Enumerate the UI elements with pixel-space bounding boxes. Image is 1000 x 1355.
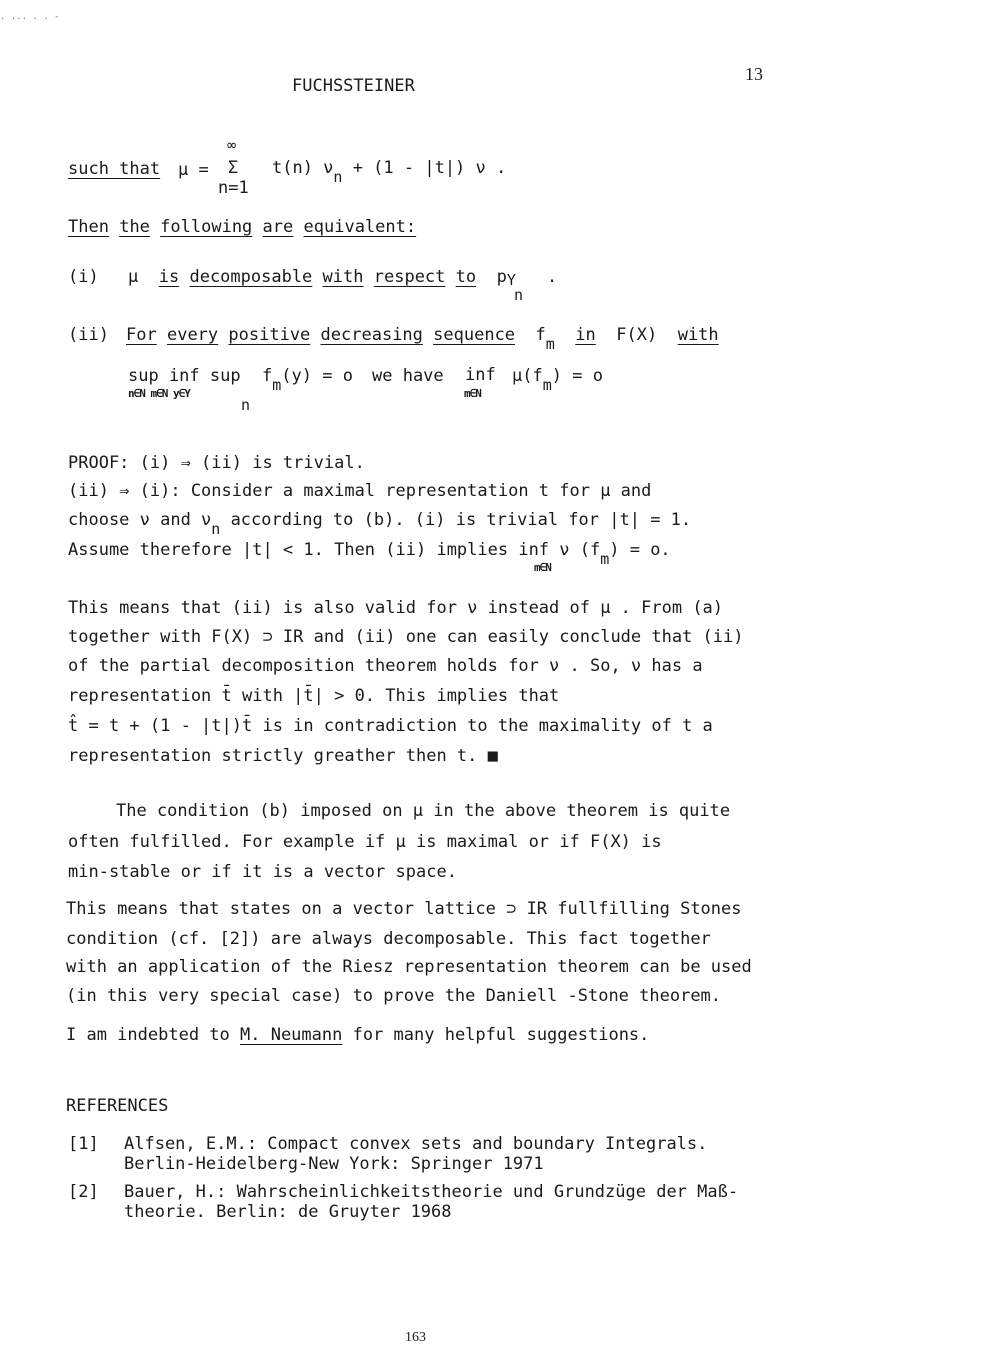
f-symbol: f	[535, 325, 546, 345]
cond-f	[262, 366, 353, 394]
cond-y: (y) = o	[281, 366, 353, 386]
reference-text	[124, 1182, 764, 1222]
cond-sup: sup inf sup	[128, 366, 241, 386]
item-i-word: to	[455, 267, 477, 287]
inf-idx: m∈N	[464, 387, 481, 400]
references-heading: REFERENCES	[66, 1096, 169, 1116]
item-ii-body	[126, 325, 719, 353]
item-i-word: decomposable	[189, 267, 313, 287]
item-i-label: (i)	[68, 267, 99, 287]
text-line: (in this very special case) to prove the Daniell -Stone theorem.	[66, 986, 722, 1006]
item-ii-word: decreasing	[320, 325, 423, 345]
p-sub: Y	[506, 271, 516, 289]
item-ii-word: For	[126, 325, 157, 345]
ack-name: M. Neumann	[240, 1025, 343, 1045]
with-word: with	[677, 325, 719, 345]
proof-line	[68, 510, 692, 538]
item-i-word: respect	[373, 267, 446, 287]
item-ii-word: sequence	[433, 325, 516, 345]
page-number: 13	[745, 64, 763, 84]
reference-number: [1]	[68, 1134, 99, 1154]
cond-idx: n∈N m∈N y∈Y	[128, 387, 190, 400]
item-i-word: with	[322, 267, 364, 287]
mu-equals: μ =	[178, 160, 209, 180]
text-line: with an application of the Riesz representation theorem can be used	[66, 957, 752, 977]
acknowledgement	[66, 1025, 649, 1045]
mu-f	[512, 366, 603, 394]
expr-b: + (1 - |t|) ν .	[352, 158, 507, 178]
proof-inf-idx: m∈N	[534, 561, 551, 574]
text-line: This means that states on a vector lattice ⊃ IR fullfilling Stones	[66, 899, 742, 919]
folio: 163	[405, 1330, 426, 1345]
text-line: condition (cf. [2]) are always decomposable. This fact together	[66, 929, 711, 949]
scan-artifact: . ... . . -	[0, 12, 60, 22]
proof-text: according to (b). (i) is trivial for |t| = 1.	[220, 510, 692, 530]
inf-word: inf	[465, 365, 496, 385]
proof-line: (ii) ⇒ (i): Consider a maximal representation t for μ and	[68, 481, 652, 501]
item-ii-label: (ii)	[68, 325, 109, 345]
formula-expr	[272, 158, 507, 186]
cond-f-sub: m	[272, 376, 282, 394]
text-line: of the partial decomposition theorem holds for ν . So, ν has a	[68, 656, 703, 676]
formula-lead: such that	[68, 159, 161, 179]
proof-line: PROOF: (i) ⇒ (ii) is trivial.	[68, 453, 365, 473]
text-line: t̂ = t + (1 - |t|)t̄ is in contradiction to the maximality of t a	[68, 716, 713, 736]
proof-text: ) = o.	[609, 540, 671, 560]
mu-symbol: μ	[128, 267, 139, 287]
reference-line: Alfsen, E.M.: Compact convex sets and boundary Integrals.	[124, 1134, 708, 1154]
item-ii-word: every	[166, 325, 219, 345]
fx: F(X)	[616, 325, 658, 345]
ack-text: for many helpful suggestions.	[342, 1025, 650, 1045]
reference-text	[124, 1134, 764, 1174]
ack-text: I am indebted to	[66, 1025, 240, 1045]
reference-line: Berlin-Heidelberg-New York: Springer 1971	[124, 1154, 544, 1174]
reference-number: [2]	[68, 1182, 99, 1202]
we-have: we have	[372, 366, 444, 386]
text-line: This means that (ii) is also valid for ν instead of μ . From (a)	[68, 598, 724, 618]
equiv-word: the	[119, 217, 150, 237]
text-line: often fulfilled. For example if μ is maximal or if F(X) is	[68, 832, 662, 852]
mu-f-sub: m	[542, 376, 552, 394]
item-i-end: .	[547, 267, 558, 287]
text-line: The condition (b) imposed on μ in the above theorem is quite	[116, 801, 731, 821]
proof-text: choose ν and ν	[68, 510, 212, 530]
proof-sub: n	[211, 520, 221, 538]
reference-line: Bauer, H.: Wahrscheinlichkeitstheorie und Grundzüge der Maß-	[124, 1182, 739, 1202]
equiv-line	[68, 217, 416, 237]
expr-a: t(n) ν	[272, 158, 334, 178]
equiv-word: Then	[68, 217, 109, 237]
running-title: FUCHSSTEINER	[292, 76, 415, 96]
item-ii-word: positive	[228, 325, 311, 345]
text-line: representation t̄ with |t̄| > 0. This implies that	[68, 686, 560, 706]
p-symbol: p	[496, 267, 507, 287]
text-line: min-stable or if it is a vector space.	[68, 862, 457, 882]
equiv-word: equivalent:	[303, 217, 417, 237]
reference-line: theorie. Berlin: de Gruyter 1968	[124, 1202, 452, 1222]
f-sub: m	[545, 335, 555, 353]
equiv-word: are	[262, 217, 294, 237]
text-line: together with F(X) ⊃ IR and (ii) one can easily conclude that (ii)	[68, 627, 744, 647]
mu-f-text: μ(f	[512, 366, 543, 386]
p-subsub: n	[514, 286, 524, 304]
expr-sub: n	[333, 168, 343, 186]
text-line: representation strictly greather then t. ■	[68, 746, 498, 766]
mu-f-end: ) = o	[551, 366, 603, 386]
cond-idx-n: n	[241, 396, 251, 414]
equiv-word: following	[160, 217, 253, 237]
sum-top: ∞	[227, 136, 237, 154]
proof-text: Assume therefore |t| < 1. Then (ii) implies inf ν (f	[68, 540, 601, 560]
item-i-word: is	[158, 267, 180, 287]
proof-sub: m	[600, 550, 610, 568]
item-i-body	[128, 267, 516, 287]
in-word: in	[575, 325, 596, 345]
sum-symbol: Σ	[228, 158, 239, 178]
cond-f-symbol: f	[262, 366, 273, 386]
sum-bottom: n=1	[218, 178, 249, 198]
